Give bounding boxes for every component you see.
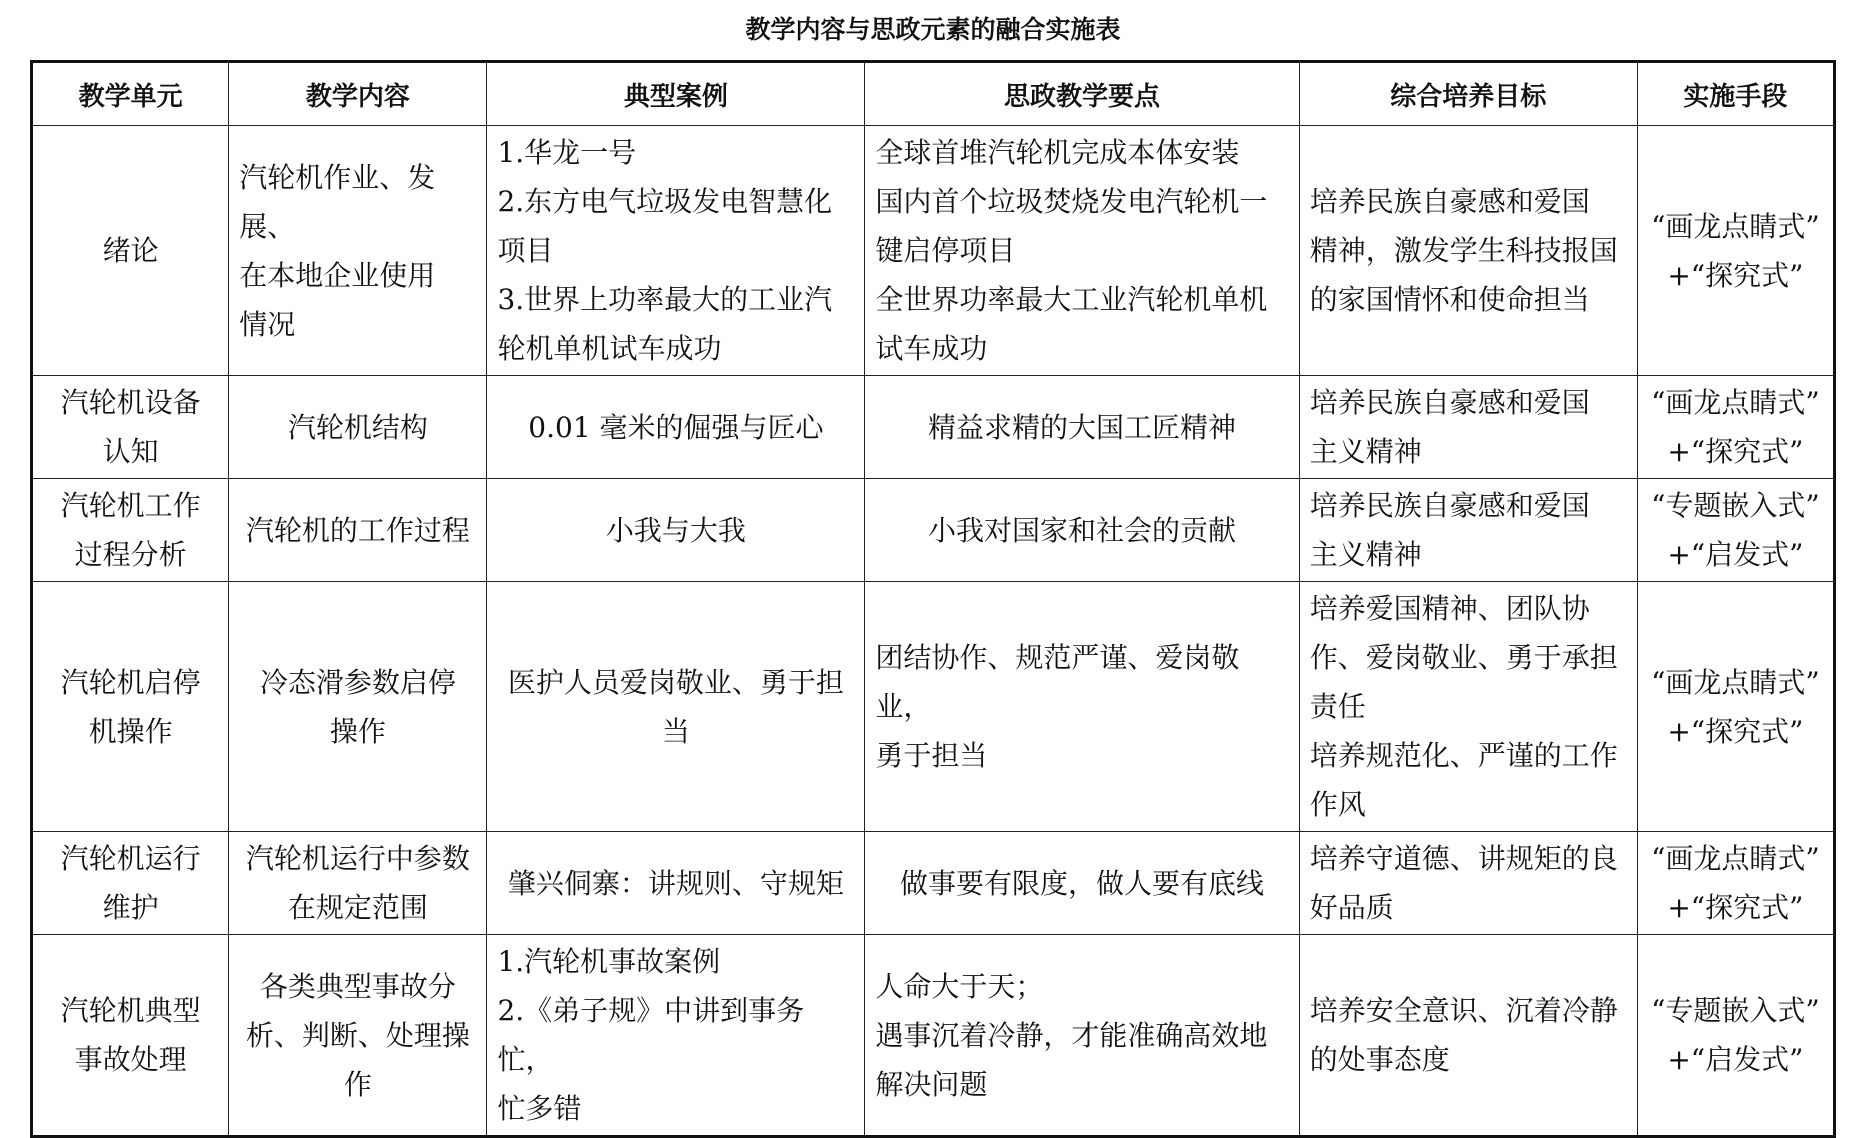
table-row: [32, 126, 1835, 376]
method-cell: [1637, 126, 1834, 376]
header-cell: 思政教学要点: [865, 62, 1299, 126]
method-cell: [1637, 582, 1834, 832]
method-cell: [1637, 376, 1834, 479]
cell-line: 作、爱岗敬业、勇于承担: [1309, 641, 1618, 674]
case-cell: [487, 126, 865, 376]
cell-line: +“探究式”: [1667, 435, 1804, 468]
cell-line: +“启发式”: [1667, 538, 1804, 571]
cell-line: 汽轮机运行中参数: [245, 842, 470, 875]
cell-line: 0.01 毫米的倔强与匠心: [528, 410, 824, 444]
table-row: [32, 582, 1835, 832]
cell-line: 汽轮机作业、发展、: [239, 160, 436, 243]
cell-line: “画龙点睛式”: [1651, 209, 1820, 243]
content-cell: [229, 935, 487, 1137]
points-cell: [865, 479, 1299, 582]
cell-line: 全球首堆汽轮机完成本体安装: [875, 136, 1240, 169]
cell-line: 精神，激发学生科技报国: [1309, 234, 1618, 267]
points-cell: [865, 832, 1299, 935]
cell-line: 1.华龙一号: [497, 136, 637, 169]
table-row: [32, 376, 1835, 479]
goal-cell: [1299, 126, 1637, 376]
cell-line: 主义精神: [1309, 538, 1422, 571]
content-cell: [229, 479, 487, 582]
header-cell: 综合培养目标: [1299, 62, 1637, 126]
method-cell: [1637, 832, 1834, 935]
case-cell: [487, 582, 865, 832]
cell-line: 绪论: [102, 234, 159, 267]
cell-line: 培养守道德、讲规矩的良: [1309, 842, 1618, 875]
cell-line: 维护: [102, 891, 159, 924]
points-cell: [865, 582, 1299, 832]
points-cell: [865, 126, 1299, 376]
cell-line: 作风: [1309, 788, 1366, 821]
table-row: [32, 935, 1835, 1137]
cell-line: 培养民族自豪感和爱国: [1309, 185, 1590, 218]
cell-line: 汽轮机启停: [60, 665, 201, 699]
unit-cell: [32, 832, 229, 935]
cell-line: 认知: [102, 435, 159, 468]
unit-cell: [32, 582, 229, 832]
cell-line: 肇兴侗寨：讲规则、守规矩: [507, 866, 844, 900]
page-title: 教学内容与思政元素的融合实施表: [745, 15, 1121, 44]
cell-line: 团结协作、规范严谨、爱岗敬业，: [875, 641, 1240, 723]
header-cell: 教学单元: [32, 62, 229, 126]
cell-line: 做事要有限度，做人要有底线: [900, 866, 1265, 900]
cell-line: “画龙点睛式”: [1651, 386, 1820, 419]
content-cell: [229, 582, 487, 832]
header-cell: 实施手段: [1637, 62, 1834, 126]
cell-line: 责任: [1309, 690, 1366, 723]
case-cell: [487, 479, 865, 582]
cell-line: 遇事沉着冷静，才能准确高效地: [875, 1018, 1268, 1052]
points-cell: [865, 935, 1299, 1137]
cell-line: 事故处理: [74, 1043, 187, 1076]
cell-line: “画龙点睛式”: [1651, 665, 1820, 699]
unit-cell: [32, 376, 229, 479]
case-cell: [487, 376, 865, 479]
cell-line: 好品质: [1309, 891, 1394, 924]
cell-line: 在本地企业使用: [239, 258, 436, 292]
cell-line: 人命大于天；: [875, 969, 1044, 1003]
cell-line: +“探究式”: [1667, 258, 1804, 292]
cell-line: 项目: [497, 234, 554, 267]
cell-line: 小我与大我: [605, 513, 746, 547]
goal-cell: [1299, 935, 1637, 1137]
cell-line: 2.东方电气垃圾发电智慧化: [497, 185, 833, 218]
cell-line: 主义精神: [1309, 435, 1422, 468]
unit-cell: [32, 126, 229, 376]
table-row: [32, 479, 1835, 582]
cell-line: “专题嵌入式”: [1651, 489, 1820, 522]
cell-line: 的处事态度: [1309, 1043, 1450, 1076]
cell-line: 汽轮机结构: [287, 410, 428, 444]
cell-line: 试车成功: [875, 332, 988, 365]
points-cell: [865, 376, 1299, 479]
cell-line: 1.汽轮机事故案例: [497, 945, 721, 978]
cell-line: 的家国情怀和使命担当: [1309, 283, 1590, 316]
cell-line: 全世界功率最大工业汽轮机单机: [875, 283, 1268, 316]
cell-line: 国内首个垃圾焚烧发电汽轮机一: [875, 185, 1268, 218]
header-cell: 典型案例: [487, 62, 865, 126]
cell-line: 2.《弟子规》中讲到事务忙，: [497, 994, 805, 1076]
integration-table: [30, 60, 1836, 1138]
cell-line: 键启停项目: [875, 234, 1016, 267]
cell-line: +“启发式”: [1667, 1043, 1804, 1076]
cell-line: 培养规范化、严谨的工作: [1309, 739, 1618, 772]
cell-line: 过程分析: [74, 538, 187, 571]
cell-line: 医护人员爱岗敬业、勇于担当: [507, 665, 844, 748]
unit-cell: [32, 479, 229, 582]
cell-line: 机操作: [88, 714, 173, 748]
cell-line: 汽轮机工作: [60, 489, 201, 522]
cell-line: 情况: [239, 307, 296, 341]
cell-line: 操作: [329, 714, 386, 748]
cell-line: 小我对国家和社会的贡献: [928, 513, 1237, 547]
cell-line: +“探究式”: [1667, 714, 1804, 748]
goal-cell: [1299, 479, 1637, 582]
cell-line: 培养民族自豪感和爱国: [1309, 489, 1590, 522]
content-cell: [229, 376, 487, 479]
method-cell: [1637, 935, 1834, 1137]
cell-line: 3.世界上功率最大的工业汽: [497, 283, 833, 316]
content-cell: [229, 126, 487, 376]
cell-line: 冷态滑参数启停: [259, 665, 456, 699]
goal-cell: [1299, 832, 1637, 935]
cell-line: “画龙点睛式”: [1651, 842, 1820, 875]
cell-line: 各类典型事故分: [259, 969, 456, 1003]
cell-line: 培养爱国精神、团队协: [1309, 592, 1590, 625]
cell-line: 汽轮机的工作过程: [245, 513, 470, 547]
cell-line: 忙多错: [497, 1092, 582, 1125]
cell-line: 汽轮机设备: [60, 386, 201, 419]
goal-cell: [1299, 582, 1637, 832]
cell-line: 精益求精的大国工匠精神: [928, 410, 1237, 444]
cell-line: 解决问题: [875, 1067, 988, 1101]
goal-cell: [1299, 376, 1637, 479]
cell-line: 培养安全意识、沉着冷静: [1309, 994, 1618, 1027]
cell-line: +“探究式”: [1667, 891, 1804, 924]
table-header-row: [32, 62, 1835, 126]
table-row: [32, 832, 1835, 935]
cell-line: 勇于担当: [875, 739, 988, 772]
unit-cell: [32, 935, 229, 1137]
content-cell: [229, 832, 487, 935]
case-cell: [487, 832, 865, 935]
cell-line: 析、判断、处理操作: [245, 1018, 470, 1101]
cell-line: 培养民族自豪感和爱国: [1309, 386, 1590, 419]
case-cell: [487, 935, 865, 1137]
cell-line: 汽轮机典型: [60, 994, 201, 1027]
cell-line: 在规定范围: [287, 891, 428, 924]
cell-line: 轮机单机试车成功: [497, 332, 722, 365]
method-cell: [1637, 479, 1834, 582]
cell-line: “专题嵌入式”: [1651, 994, 1820, 1027]
cell-line: 汽轮机运行: [60, 842, 201, 875]
header-cell: 教学内容: [229, 62, 487, 126]
